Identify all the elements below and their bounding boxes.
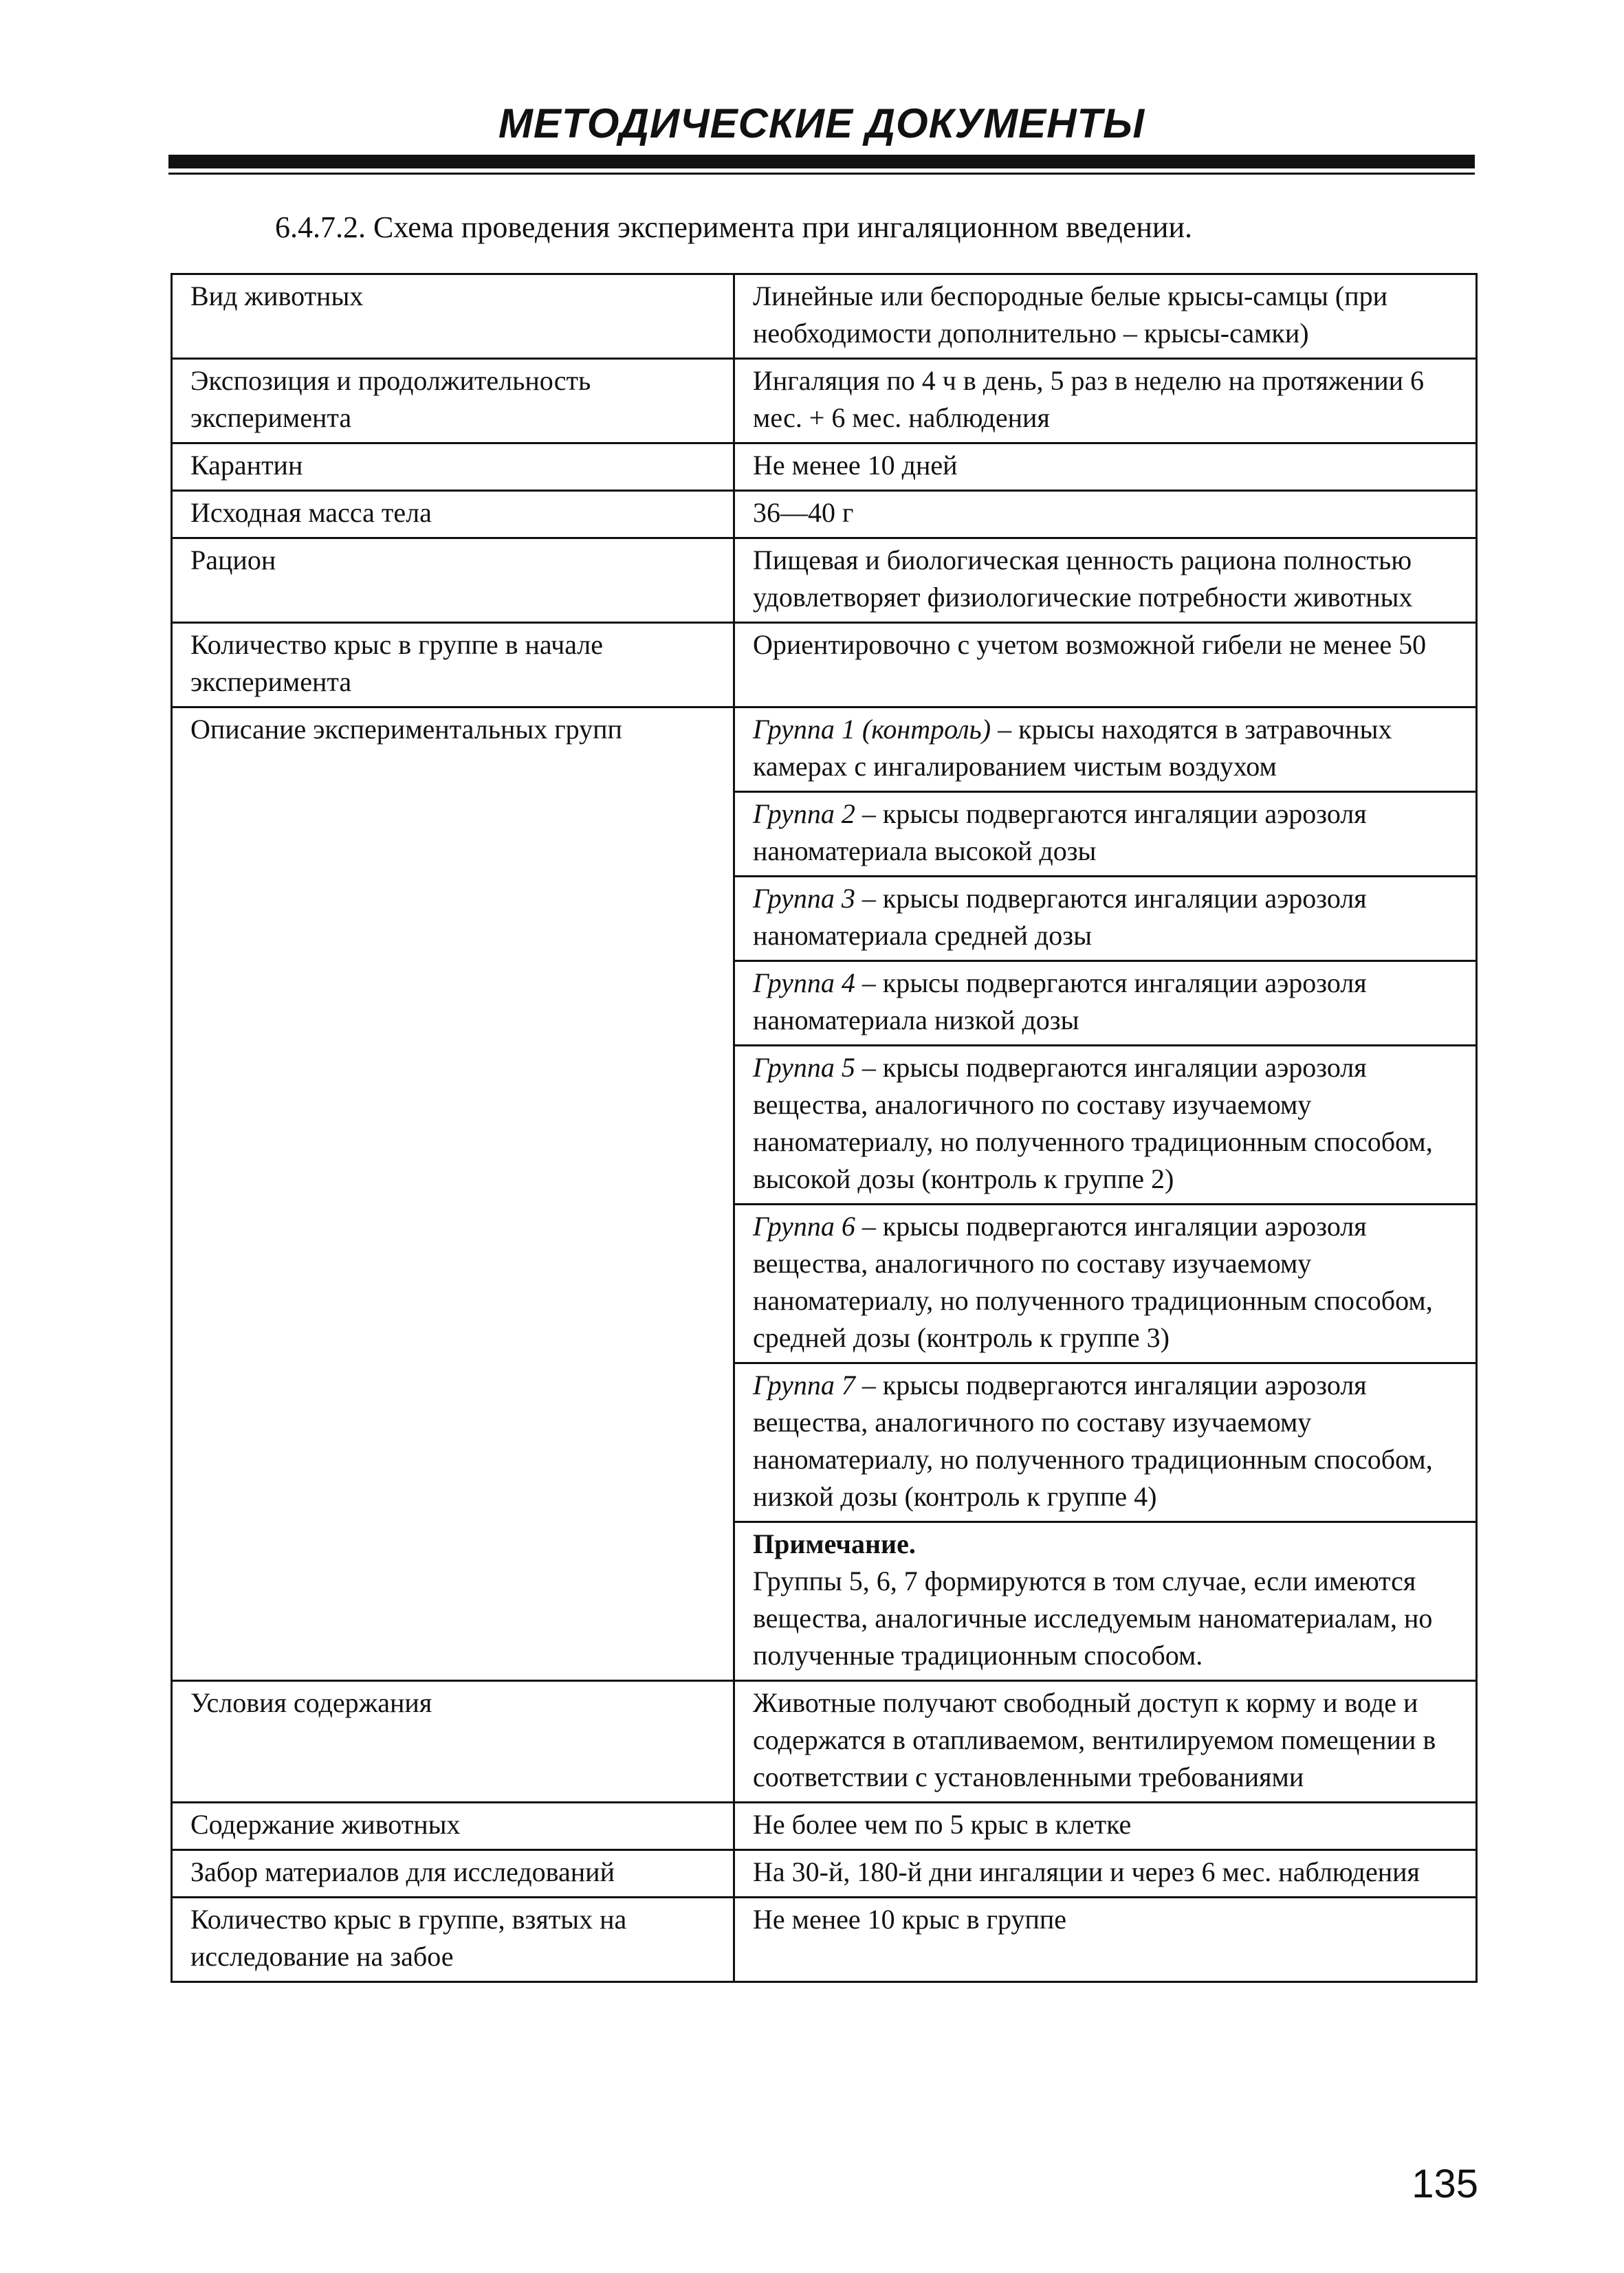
table-row	[172, 274, 1477, 359]
header-rule-thin	[168, 173, 1475, 175]
row-label: Содержание животных	[172, 1803, 734, 1850]
group-description	[734, 1205, 1477, 1363]
table-row	[172, 1898, 1477, 1982]
row-label: Карантин	[172, 443, 734, 491]
table-row	[172, 1850, 1477, 1898]
row-value: Не более чем по 5 крыс в клетке	[734, 1803, 1477, 1850]
table-row	[172, 359, 1477, 443]
row-label: Рацион	[172, 538, 734, 623]
row-value: Не менее 10 крыс в группе	[734, 1898, 1477, 1982]
running-header-title: МЕТОДИЧЕСКИЕ ДОКУМЕНТЫ	[498, 100, 1145, 146]
row-label: Условия содержания	[172, 1681, 734, 1803]
row-value: Не менее 10 дней	[734, 443, 1477, 491]
section-heading: 6.4.7.2. Схема проведения эксперимента при ингаляционном введении.	[275, 210, 1192, 244]
group-text: – крысы подвергаются ингаляции аэрозоля вещества, аналогичного по составу изучаемому наноматериалу, но полученного традиционным способом, средней дозы (контроль к группе 3)	[753, 1211, 1433, 1353]
note-text: Группы 5, 6, 7 формируются в том случае, если имеются вещества, аналогичные исследуемым наноматериалам, но полученные традиционным способом.	[753, 1566, 1433, 1671]
page-number: 135	[1412, 2162, 1478, 2206]
group-text: – крысы подвергаются ингаляции аэрозоля наноматериала низкой дозы	[753, 967, 1367, 1035]
group-text: – крысы подвергаются ингаляции аэрозоля наноматериала высокой дозы	[753, 798, 1367, 866]
group-name: Группа 1 (контроль)	[753, 714, 991, 745]
table-row	[172, 1803, 1477, 1850]
group-name: Группа 2	[753, 798, 855, 829]
table-row-groups	[172, 707, 1477, 792]
group-name: Группа 7	[753, 1370, 855, 1401]
table-row	[172, 443, 1477, 491]
row-value: Пищевая и биологическая ценность рациона полностью удовлетворяет физиологические потребности животных	[734, 538, 1477, 623]
group-text: – крысы находятся в затравочных камерах с ингалированием чистым воздухом	[753, 714, 1392, 782]
row-label: Количество крыс в группе, взятых на исследование на забое	[172, 1898, 734, 1982]
row-value: 36—40 г	[734, 491, 1477, 538]
group-description	[734, 707, 1477, 792]
row-value: Линейные или беспородные белые крысы-самцы (при необходимости дополнительно – крысы-самки)	[734, 274, 1477, 359]
group-text: – крысы подвергаются ингаляции аэрозоля наноматериала средней дозы	[753, 883, 1367, 951]
row-label: Экспозиция и продолжительность эксперимента	[172, 359, 734, 443]
table-row	[172, 1681, 1477, 1803]
experiment-scheme-table	[171, 273, 1478, 1983]
groups-note	[734, 1522, 1477, 1681]
table-row	[172, 491, 1477, 538]
group-text: – крысы подвергаются ингаляции аэрозоля вещества, аналогичного по составу изучаемому наноматериалу, но полученного традиционным способом, высокой дозы (контроль к группе 2)	[753, 1052, 1433, 1194]
group-name: Группа 5	[753, 1052, 855, 1083]
group-description	[734, 961, 1477, 1046]
group-name: Группа 4	[753, 967, 855, 998]
row-label: Забор материалов для исследований	[172, 1850, 734, 1898]
groups-label: Описание экспериментальных групп	[172, 707, 734, 1681]
row-value: Ориентировочно с учетом возможной гибели не менее 50	[734, 623, 1477, 707]
group-name: Группа 3	[753, 883, 855, 914]
row-value: На 30-й, 180-й дни ингаляции и через 6 мес. наблюдения	[734, 1850, 1477, 1898]
note-title: Примечание.	[753, 1528, 916, 1559]
group-description	[734, 877, 1477, 961]
table-row	[172, 623, 1477, 707]
row-label: Вид животных	[172, 274, 734, 359]
group-text: – крысы подвергаются ингаляции аэрозоля вещества, аналогичного по составу изучаемому наноматериалу, но полученного традиционным способом, низкой дозы (контроль к группе 4)	[753, 1370, 1433, 1512]
row-label: Исходная масса тела	[172, 491, 734, 538]
group-name: Группа 6	[753, 1211, 855, 1242]
header-rule-thick	[168, 155, 1475, 168]
row-value: Ингаляция по 4 ч в день, 5 раз в неделю на протяжении 6 мес. + 6 мес. наблюдения	[734, 359, 1477, 443]
group-description	[734, 1363, 1477, 1522]
group-description	[734, 1046, 1477, 1205]
row-label: Количество крыс в группе в начале эксперимента	[172, 623, 734, 707]
group-description	[734, 792, 1477, 877]
table-row	[172, 538, 1477, 623]
row-value: Животные получают свободный доступ к корму и воде и содержатся в отапливаемом, вентилируемом помещении в соответствии с установленными требованиями	[734, 1681, 1477, 1803]
